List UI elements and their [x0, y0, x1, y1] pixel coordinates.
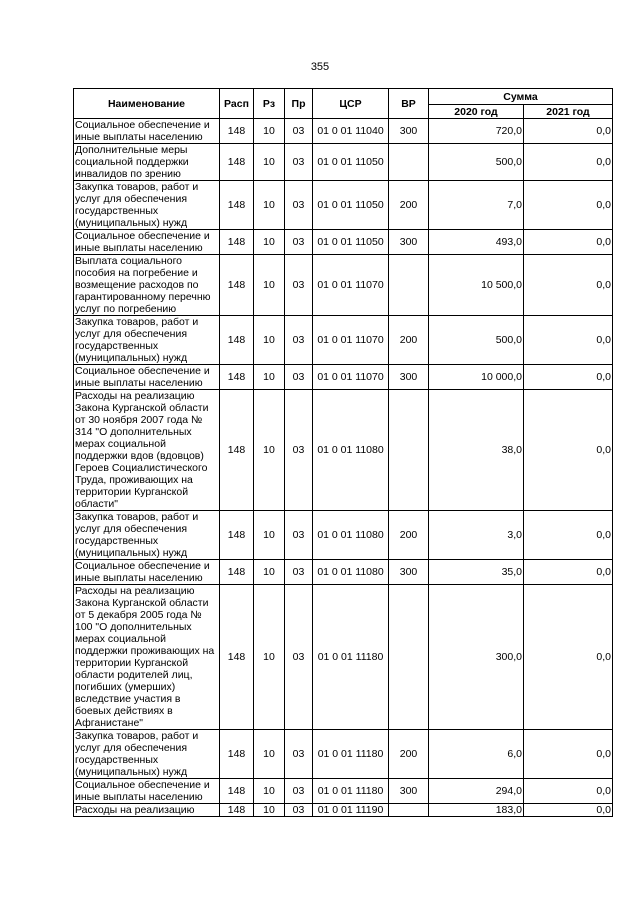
- cell-rz: 10: [254, 181, 285, 230]
- cell-rasp: 148: [220, 560, 254, 585]
- table-row: [74, 390, 613, 511]
- cell-2020: 500,0: [429, 144, 524, 181]
- header-rz: Рз: [254, 89, 285, 119]
- cell-pr: 03: [285, 390, 313, 511]
- cell-pr: 03: [285, 365, 313, 390]
- cell-pr: 03: [285, 144, 313, 181]
- cell-vr: 200: [389, 730, 429, 779]
- cell-pr: 03: [285, 779, 313, 804]
- cell-2020: 500,0: [429, 316, 524, 365]
- cell-rz: 10: [254, 730, 285, 779]
- budget-table: [73, 88, 613, 817]
- cell-rasp: 148: [220, 365, 254, 390]
- cell-2020: 720,0: [429, 119, 524, 144]
- cell-rz: 10: [254, 119, 285, 144]
- cell-2021: 0,0: [524, 255, 613, 316]
- cell-2021: 0,0: [524, 804, 613, 817]
- cell-name: Дополнительные меры социальной поддержки инвалидов по зрению: [74, 144, 220, 181]
- page-number: 355: [310, 61, 330, 73]
- cell-2020: 3,0: [429, 511, 524, 560]
- cell-2020: 294,0: [429, 779, 524, 804]
- cell-pr: 03: [285, 585, 313, 730]
- cell-name: Закупка товаров, работ и услуг для обеспечения государственных (муниципальных) нужд: [74, 181, 220, 230]
- table-row: [74, 560, 613, 585]
- cell-name: Социальное обеспечение и иные выплаты населению: [74, 560, 220, 585]
- cell-csr: 01 0 01 11080: [313, 511, 389, 560]
- header-row: [74, 89, 613, 105]
- header-rasp: Расп: [220, 89, 254, 119]
- table-row: [74, 585, 613, 730]
- cell-2020: 6,0: [429, 730, 524, 779]
- cell-2021: 0,0: [524, 181, 613, 230]
- cell-name: Закупка товаров, работ и услуг для обеспечения государственных (муниципальных) нужд: [74, 730, 220, 779]
- cell-rz: 10: [254, 511, 285, 560]
- cell-2020: 35,0: [429, 560, 524, 585]
- cell-name: Расходы на реализацию Закона Курганской области от 5 декабря 2005 года № 100 "О дополнительных мерах социальной поддержки проживающих на территории Курганской области родителей лиц, погибших (умерших) вследствие участия в боевых действиях в Афганистане": [74, 585, 220, 730]
- cell-2020: 493,0: [429, 230, 524, 255]
- cell-2020: 10 500,0: [429, 255, 524, 316]
- header-name: Наименование: [74, 89, 220, 119]
- cell-rz: 10: [254, 804, 285, 817]
- cell-vr: 200: [389, 316, 429, 365]
- cell-name: Расходы на реализацию: [74, 804, 220, 817]
- cell-csr: 01 0 01 11080: [313, 390, 389, 511]
- cell-name: Социальное обеспечение и иные выплаты населению: [74, 779, 220, 804]
- header-2021: 2021 год: [524, 105, 613, 119]
- cell-vr: 300: [389, 365, 429, 390]
- cell-rz: 10: [254, 585, 285, 730]
- cell-csr: 01 0 01 11070: [313, 316, 389, 365]
- cell-2021: 0,0: [524, 390, 613, 511]
- cell-2020: 10 000,0: [429, 365, 524, 390]
- cell-vr: [389, 390, 429, 511]
- cell-pr: 03: [285, 181, 313, 230]
- cell-vr: 300: [389, 230, 429, 255]
- header-2020: 2020 год: [429, 105, 524, 119]
- cell-pr: 03: [285, 230, 313, 255]
- header-sum: Сумма: [429, 89, 613, 105]
- cell-pr: 03: [285, 730, 313, 779]
- cell-rasp: 148: [220, 390, 254, 511]
- cell-rasp: 148: [220, 585, 254, 730]
- cell-csr: 01 0 01 11180: [313, 779, 389, 804]
- table-row: [74, 119, 613, 144]
- table-row: [74, 316, 613, 365]
- cell-2020: 38,0: [429, 390, 524, 511]
- table-row: [74, 365, 613, 390]
- cell-rasp: 148: [220, 255, 254, 316]
- cell-csr: 01 0 01 11050: [313, 230, 389, 255]
- header-vr: ВР: [389, 89, 429, 119]
- cell-2021: 0,0: [524, 730, 613, 779]
- cell-rz: 10: [254, 255, 285, 316]
- cell-name: Расходы на реализацию Закона Курганской области от 30 ноября 2007 года № 314 "О дополнительных мерах социальной поддержки вдов (вдовцов) Героев Социалистического Труда, проживающих на территории Курганской области": [74, 390, 220, 511]
- cell-name: Закупка товаров, работ и услуг для обеспечения государственных (муниципальных) нужд: [74, 511, 220, 560]
- cell-rasp: 148: [220, 144, 254, 181]
- table-row: [74, 144, 613, 181]
- cell-pr: 03: [285, 511, 313, 560]
- cell-rz: 10: [254, 390, 285, 511]
- cell-rz: 10: [254, 560, 285, 585]
- cell-rz: 10: [254, 144, 285, 181]
- cell-rasp: 148: [220, 230, 254, 255]
- cell-2020: 300,0: [429, 585, 524, 730]
- cell-csr: 01 0 01 11180: [313, 730, 389, 779]
- table-row: [74, 181, 613, 230]
- cell-2021: 0,0: [524, 230, 613, 255]
- cell-2021: 0,0: [524, 365, 613, 390]
- cell-rasp: 148: [220, 119, 254, 144]
- cell-vr: 300: [389, 119, 429, 144]
- cell-rz: 10: [254, 316, 285, 365]
- cell-name: Выплата социального пособия на погребение и возмещение расходов по гарантированному перечню услуг по погребению: [74, 255, 220, 316]
- cell-rz: 10: [254, 779, 285, 804]
- cell-csr: 01 0 01 11070: [313, 255, 389, 316]
- cell-name: Социальное обеспечение и иные выплаты населению: [74, 365, 220, 390]
- cell-csr: 01 0 01 11040: [313, 119, 389, 144]
- cell-rasp: 148: [220, 779, 254, 804]
- cell-pr: 03: [285, 804, 313, 817]
- cell-vr: 200: [389, 181, 429, 230]
- cell-name: Социальное обеспечение и иные выплаты населению: [74, 119, 220, 144]
- header-pr: Пр: [285, 89, 313, 119]
- cell-2021: 0,0: [524, 779, 613, 804]
- header-csr: ЦСР: [313, 89, 389, 119]
- cell-csr: 01 0 01 11070: [313, 365, 389, 390]
- cell-rz: 10: [254, 365, 285, 390]
- cell-name: Социальное обеспечение и иные выплаты населению: [74, 230, 220, 255]
- table-row: [74, 230, 613, 255]
- cell-vr: [389, 255, 429, 316]
- cell-rasp: 148: [220, 730, 254, 779]
- cell-2020: 7,0: [429, 181, 524, 230]
- cell-vr: [389, 804, 429, 817]
- cell-vr: 200: [389, 511, 429, 560]
- table-row: [74, 730, 613, 779]
- cell-vr: [389, 585, 429, 730]
- cell-pr: 03: [285, 255, 313, 316]
- cell-pr: 03: [285, 560, 313, 585]
- cell-vr: [389, 144, 429, 181]
- cell-rasp: 148: [220, 511, 254, 560]
- cell-2020: 183,0: [429, 804, 524, 817]
- table-row: [74, 779, 613, 804]
- table-row: [74, 255, 613, 316]
- cell-pr: 03: [285, 316, 313, 365]
- cell-2021: 0,0: [524, 144, 613, 181]
- cell-csr: 01 0 01 11050: [313, 144, 389, 181]
- cell-csr: 01 0 01 11050: [313, 181, 389, 230]
- cell-vr: 300: [389, 560, 429, 585]
- cell-csr: 01 0 01 11080: [313, 560, 389, 585]
- cell-pr: 03: [285, 119, 313, 144]
- cell-rasp: 148: [220, 316, 254, 365]
- cell-name: Закупка товаров, работ и услуг для обеспечения государственных (муниципальных) нужд: [74, 316, 220, 365]
- cell-2021: 0,0: [524, 119, 613, 144]
- cell-rz: 10: [254, 230, 285, 255]
- cell-csr: 01 0 01 11180: [313, 585, 389, 730]
- cell-2021: 0,0: [524, 316, 613, 365]
- cell-vr: 300: [389, 779, 429, 804]
- cell-2021: 0,0: [524, 585, 613, 730]
- cell-rasp: 148: [220, 804, 254, 817]
- table-row: [74, 804, 613, 817]
- cell-csr: 01 0 01 11190: [313, 804, 389, 817]
- cell-2021: 0,0: [524, 511, 613, 560]
- cell-2021: 0,0: [524, 560, 613, 585]
- cell-rasp: 148: [220, 181, 254, 230]
- table-row: [74, 511, 613, 560]
